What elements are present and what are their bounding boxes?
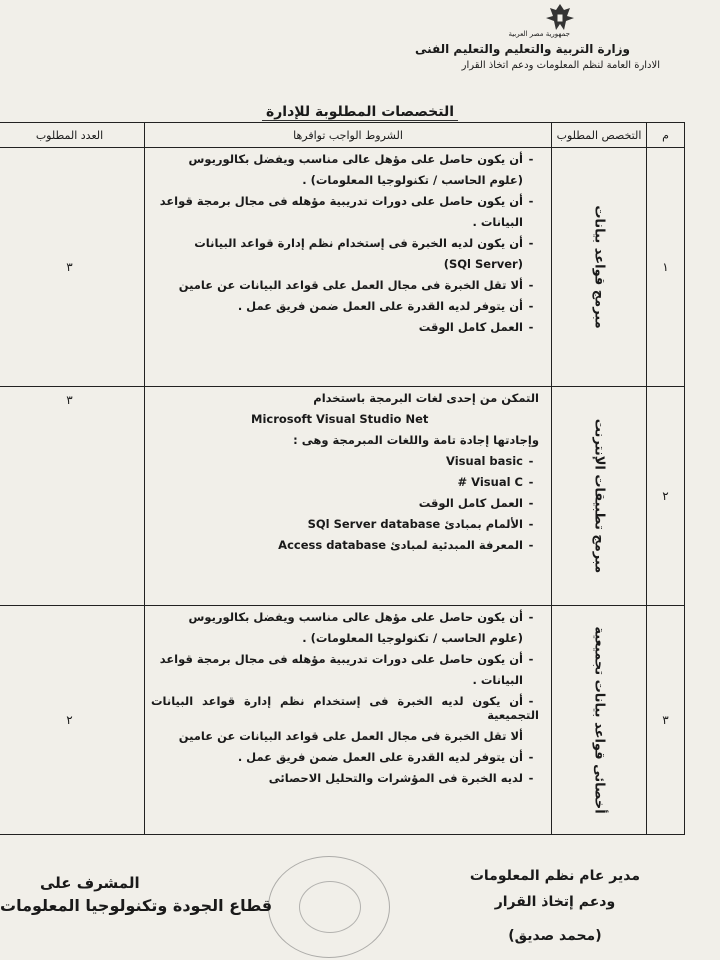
header-num: م [647, 123, 685, 148]
table-row [0, 606, 685, 835]
header-specialty: التخصص المطلوب [552, 123, 647, 148]
director-name: (محمد صديق) [508, 928, 602, 944]
row-num: ٢ [647, 387, 685, 606]
director-title: مدير عام نظم المعلومات [469, 868, 640, 884]
row-count: ٢ [0, 606, 145, 835]
row-num: ٣ [647, 606, 685, 835]
condition-item: لديه الخبرة فى المؤشرات والتحليل الاحصائى [268, 771, 523, 785]
condition-item: أن يكون لديه الخبرة فى إستخدام نظم إدارة قواعد البيانات التجميعية [151, 694, 539, 722]
row-conditions: التمكن من إحدى لغات البرمجة باستخدام Microsoft Visual Studio Net وإجادتها إجادة تامة واللغات المبرمجة وهى : -Visual basic -Visual C # -العمل كامل الوقت -الألمام بمبادئ SQl Server database -المعرفة المبدئية لمبادئ Access database [145, 387, 552, 606]
header-conditions: الشروط الواجب توافرها [145, 123, 552, 148]
condition-item: أن يتوفر لديه القدرة على العمل ضمن فريق عمل . [237, 299, 523, 313]
condition-item: البيانات . [472, 215, 523, 229]
row-conditions: -أن يكون حاصل على مؤهل عالى مناسب ويفضل بكالوريوس (علوم الحاسب / تكنولوجيا المعلومات) . -أن يكون حاصل على دورات تدريبية مؤهله فى مجال برمجة قواعد البيانات . -أن يكون لديه الخبرة فى إستخدام نظم إدارة قواعد البيانات (SQl Server) -ألا تقل الخبرة فى مجال العمل على قواعد البيانات عن عامين -أن يتوفر لديه القدرة على العمل ضمن فريق عمل . -العمل كامل الوقت [145, 148, 552, 387]
condition-item: ألا تقل الخبرة فى مجال العمل على قواعد البيانات عن عامين [178, 729, 523, 743]
row-conditions: -أن يكون حاصل على مؤهل عالى مناسب ويفضل بكالوريوس (علوم الحاسب / تكنولوجيا المعلومات) . -أن يكون حاصل على دورات تدريبية مؤهله فى مجال برمجة قواعد البيانات . -أن يكون لديه الخبرة فى إستخدام نظم إدارة قواعد البيانات التجميعية ألا تقل الخبرة فى مجال العمل على قواعد البيانات عن عامين -أن يتوفر لديه القدرة على العمل ضمن فريق عمل . -لديه الخبرة فى المؤشرات والتحليل الاحصائى [145, 606, 552, 835]
department-name: الادارة العامة لنظم المعلومات ودعم اتخاذ القرار [461, 60, 660, 71]
row-specialty: مبرمج تطبيقات الإنترنت [552, 387, 647, 606]
condition-item: Visual basic [446, 454, 523, 468]
row-specialty: أخصائى قواعد بيانات تجميعية [552, 606, 647, 835]
condition-item: البيانات . [472, 673, 523, 687]
specialties-table [0, 122, 685, 835]
condition-item: أن يكون حاصل على مؤهل عالى مناسب ويفضل بكالوريوس [188, 152, 523, 166]
row-count: ٣ [0, 148, 145, 387]
condition-item: المعرفة المبدئية لمبادئ Access database [278, 538, 523, 552]
table-row [0, 148, 685, 387]
table-row [0, 387, 685, 606]
condition-item: (علوم الحاسب / تكنولوجيا المعلومات) . [302, 631, 523, 645]
supervisor-signature-block [0, 874, 273, 915]
director-sub: ودعم إتخاذ القرار [494, 894, 616, 910]
official-stamp-icon [268, 856, 390, 958]
supervisor-title: المشرف على [40, 874, 140, 892]
condition-item: Microsoft Visual Studio Net [251, 412, 429, 426]
condition-item: Visual C # [457, 475, 523, 489]
condition-item: أن يتوفر لديه القدرة على العمل ضمن فريق عمل . [237, 750, 523, 764]
condition-item: أن يكون لديه الخبرة فى إستخدام نظم إدارة قواعد البيانات [194, 236, 523, 250]
condition-item: أن يكون حاصل على دورات تدريبية مؤهله فى مجال برمجة قواعد [159, 652, 523, 666]
condition-item: العمل كامل الوقت [418, 320, 523, 334]
supervisor-sector: قطاع الجودة وتكنولوجيا المعلومات [0, 896, 273, 915]
condition-item: العمل كامل الوقت [418, 496, 523, 510]
header-count: العدد المطلوب [0, 123, 145, 148]
condition-item: (علوم الحاسب / تكنولوجيا المعلومات) . [302, 173, 523, 187]
condition-item: أن يكون حاصل على مؤهل عالى مناسب ويفضل بكالوريوس [188, 610, 523, 624]
condition-item: (SQl Server) [443, 257, 523, 271]
condition-item: أن يكون حاصل على دورات تدريبية مؤهله فى مجال برمجة قواعد [159, 194, 523, 208]
director-signature-block [470, 868, 640, 944]
condition-item: ألا تقل الخبرة فى مجال العمل على قواعد البيانات عن عامين [178, 278, 523, 292]
document-title: التخصصات المطلوبة للإدارة [0, 104, 720, 120]
condition-item: التمكن من إحدى لغات البرمجة باستخدام [313, 391, 539, 405]
country-name: جمهورية مصر العربية [508, 30, 570, 38]
letterhead [0, 0, 720, 100]
row-num: ١ [647, 148, 685, 387]
condition-item: الألمام بمبادئ SQl Server database [307, 517, 523, 531]
ministry-name: وزارة التربية والتعليم والتعليم الفنى [414, 42, 630, 56]
condition-item: وإجادتها إجادة تامة واللغات المبرمجة وهى : [293, 433, 539, 447]
row-count: ٣ [0, 387, 145, 606]
table-header-row [0, 123, 685, 148]
eagle-emblem-icon [540, 2, 580, 32]
row-specialty: مبرمج قواعد بيانات [552, 148, 647, 387]
